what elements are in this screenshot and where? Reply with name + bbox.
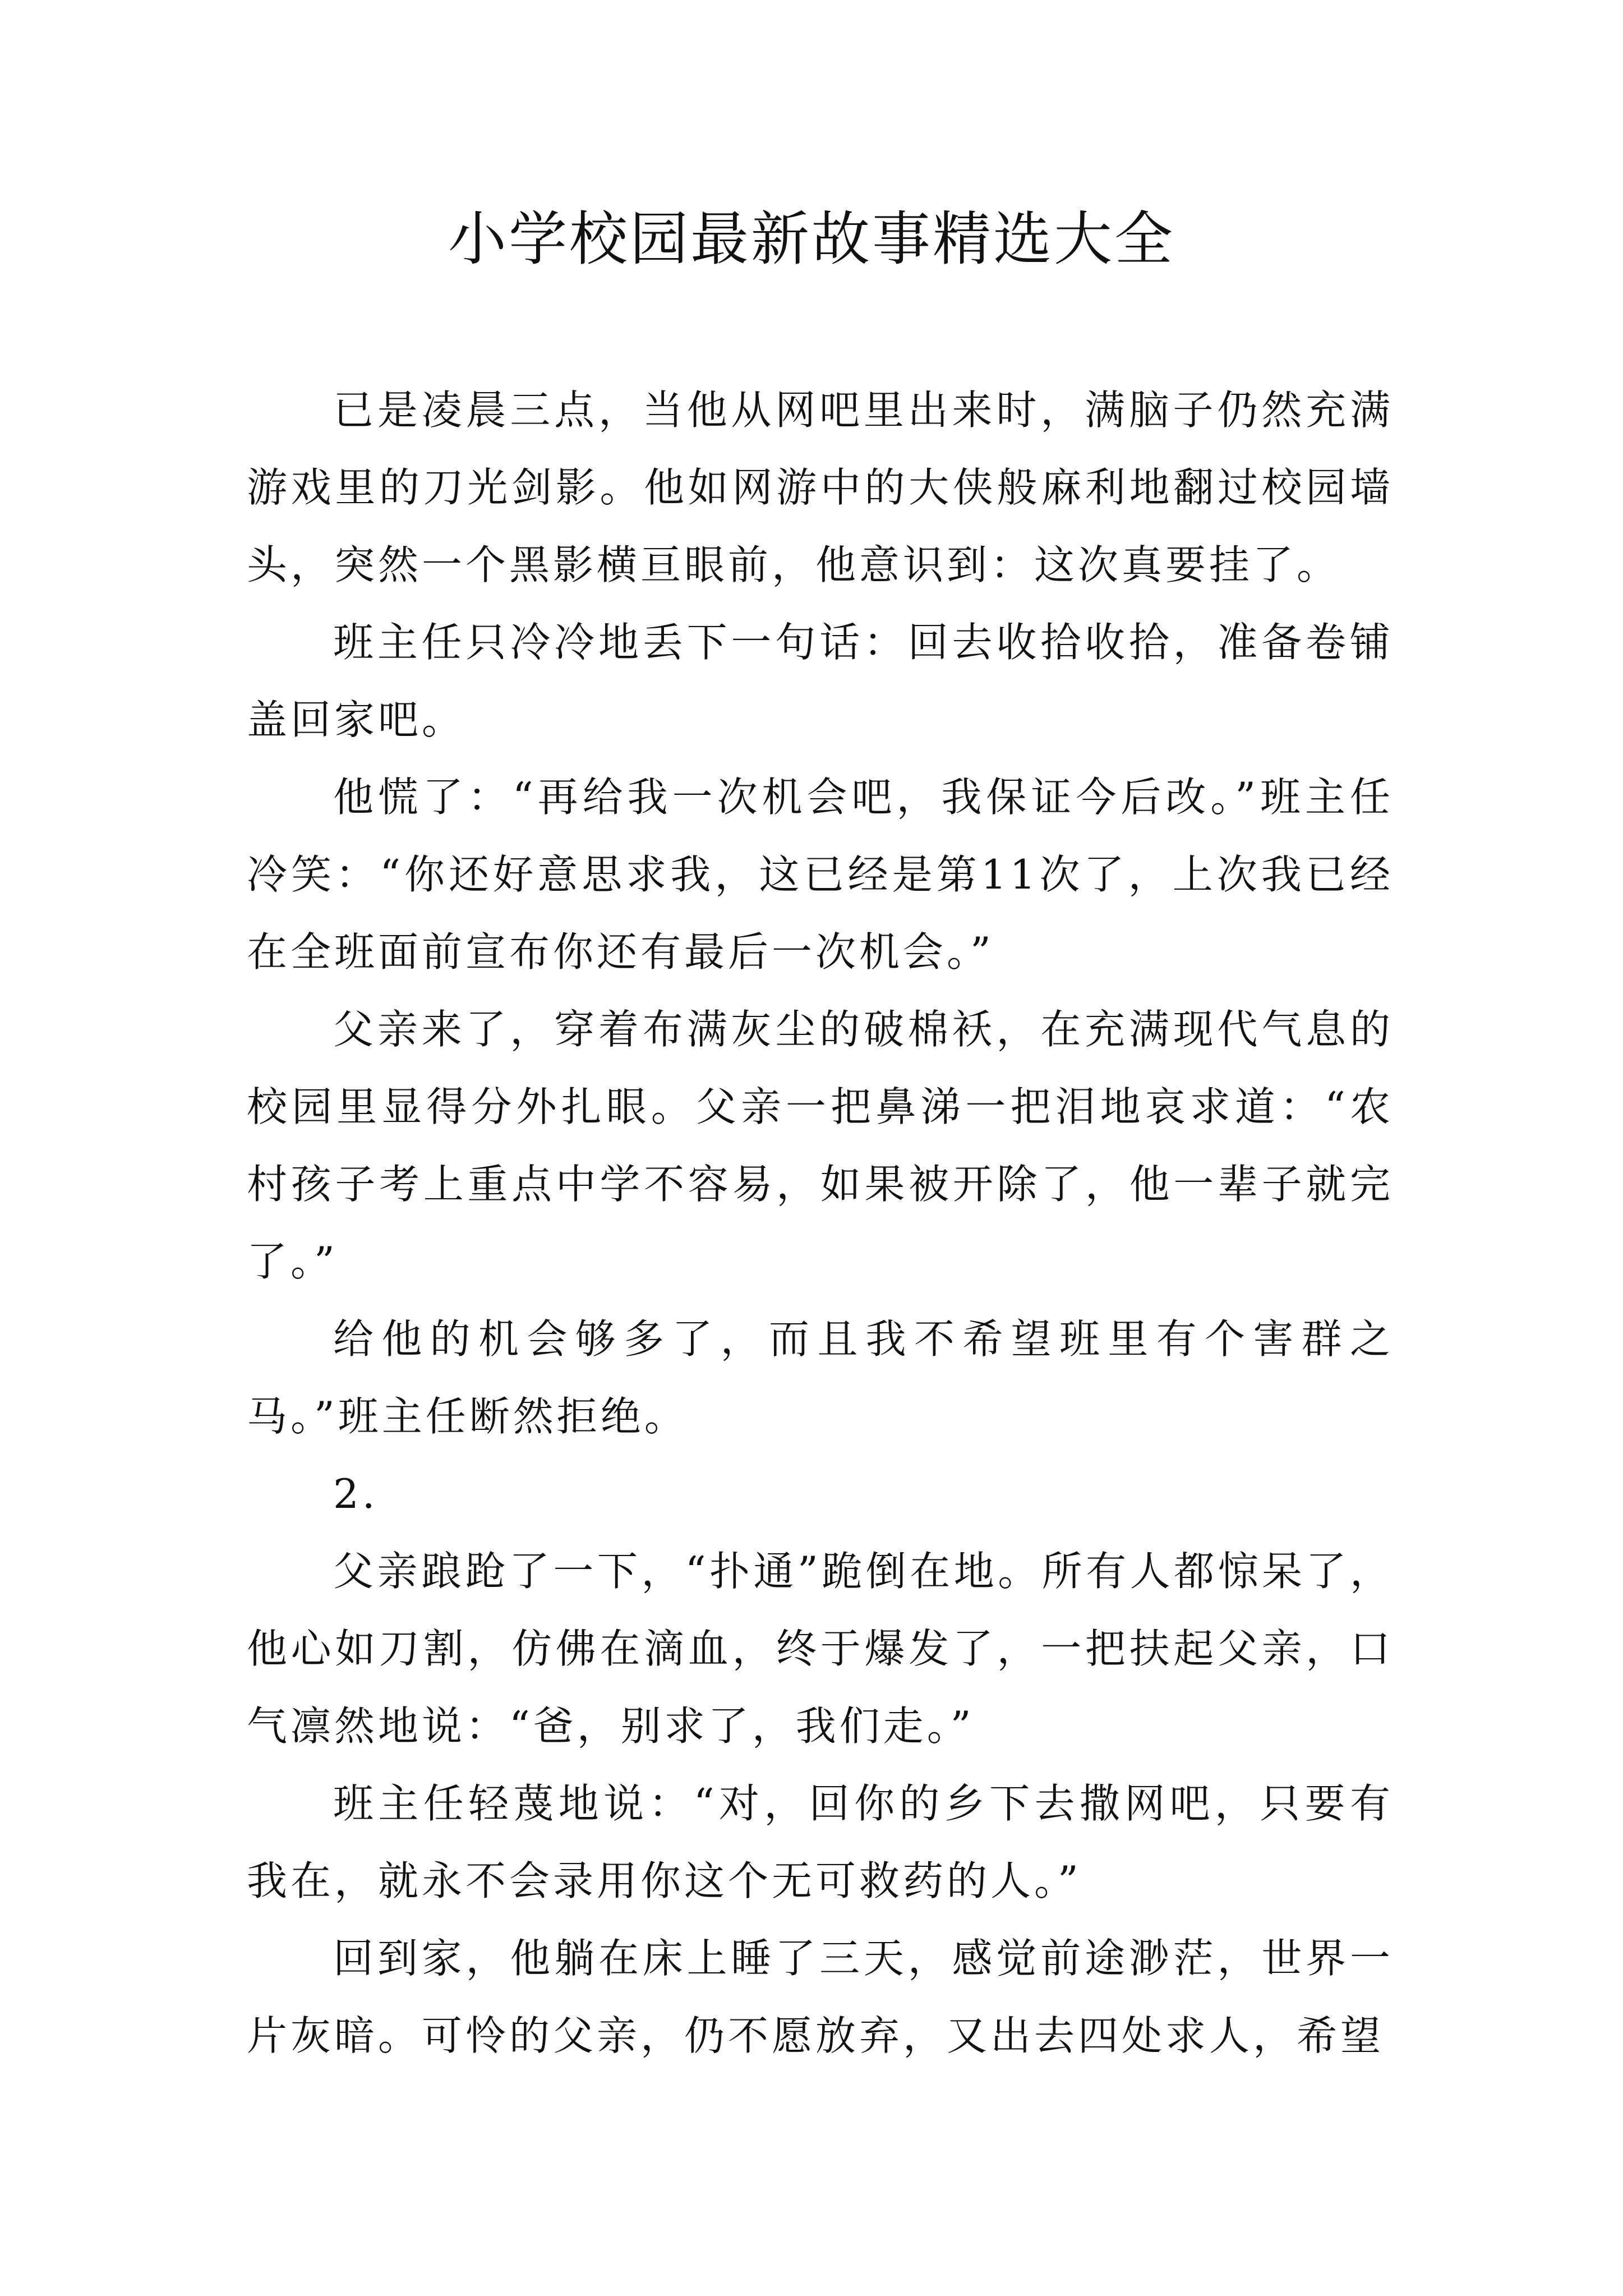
paragraph-6: 父亲踉跄了一下，“扑通”跪倒在地。所有人都惊呆了，他心如刀割，仿佛在滴血，终于爆发了，一把扶起父亲，口气凛然地说：“爸，别求了，我们走。”	[247, 1548, 1394, 1750]
paragraph-1: 已是凌晨三点，当他从网吧里出来时，满脑子仍然充满游戏里的刀光剑影。他如网游中的大侠般麻利地翻过校园墙头，突然一个黑影横亘眼前，他意识到：这次真要挂了。	[247, 386, 1394, 588]
paragraph-5: 给他的机会够多了，而且我不希望班里有个害群之马。”班主任断然拒绝。	[247, 1315, 1394, 1440]
paragraph-3: 他慌了：“再给我一次机会吧，我保证今后改。”班主任冷笑：“你还好意思求我，这已经是第11次了，上次我已经在全班面前宣布你还有最后一次机会。”	[247, 774, 1394, 976]
paragraph-8: 回到家，他躺在床上睡了三天，感觉前途渺茫，世界一片灰暗。可怜的父亲，仍不愿放弃，又出去四处求人，希望	[247, 1935, 1394, 2059]
section-number: 2.	[333, 1470, 379, 1517]
paragraph-7: 班主任轻蔑地说：“对，回你的乡下去撒网吧，只要有我在，就永不会录用你这个无可救药的人。”	[247, 1780, 1394, 1904]
paragraph-4: 父亲来了，穿着布满灰尘的破棉袄，在充满现代气息的校园里显得分外扎眼。父亲一把鼻涕一把泪地哀求道：“农村孩子考上重点中学不容易，如果被开除了，他一辈子就完了。”	[247, 1006, 1394, 1285]
paragraph-2: 班主任只冷冷地丢下一句话：回去收拾收拾，准备卷铺盖回家吧。	[247, 619, 1394, 743]
document-title: 小学校园最新故事精选大全	[448, 205, 1175, 273]
document-body	[247, 371, 1394, 2074]
